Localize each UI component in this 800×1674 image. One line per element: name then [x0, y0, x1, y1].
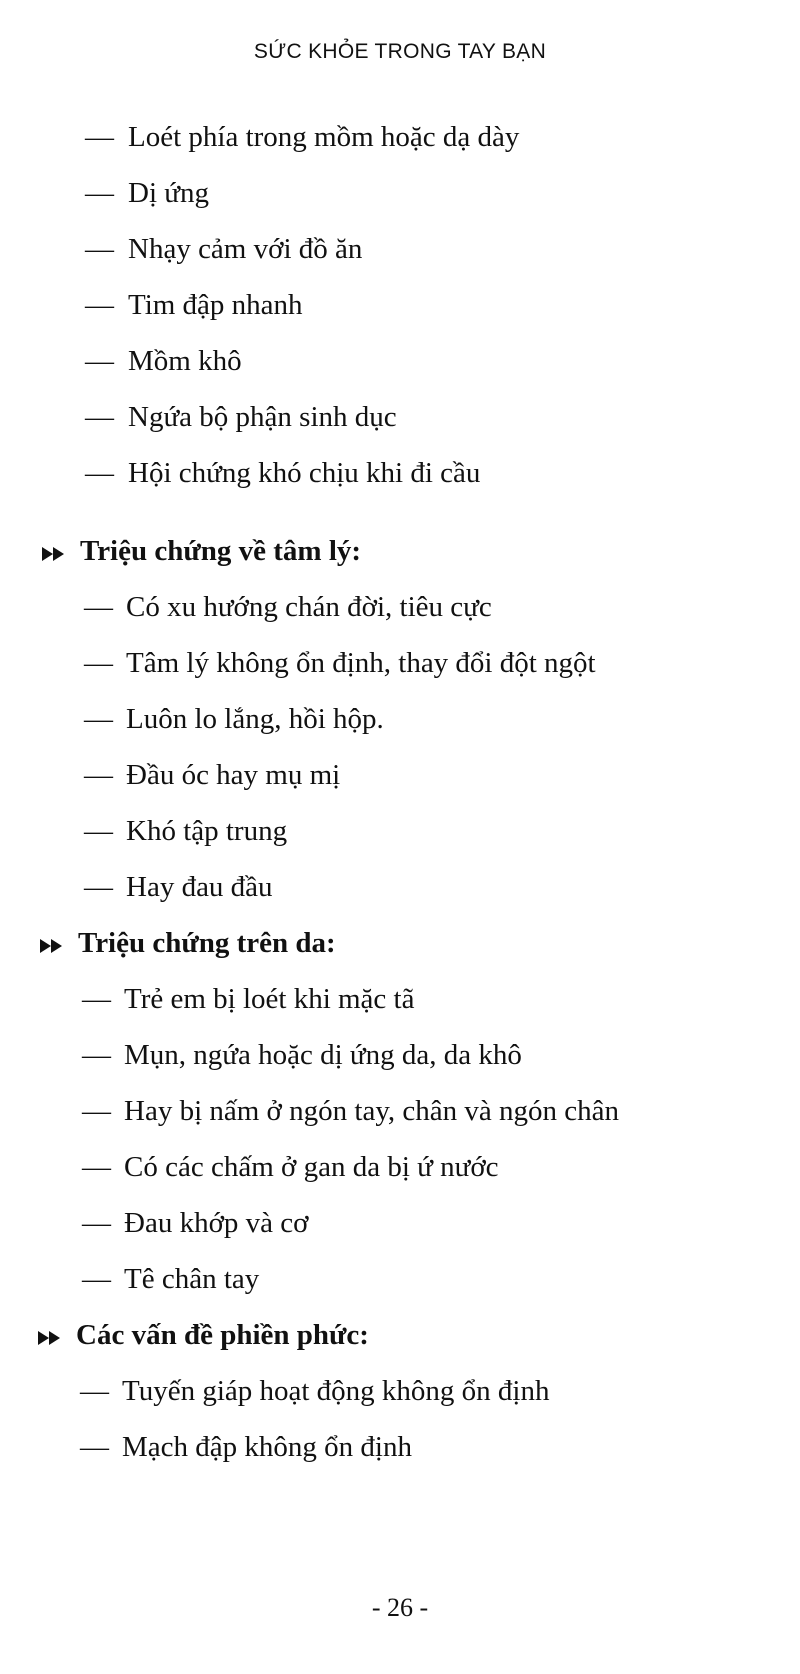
- fast-forward-icon: [42, 531, 72, 571]
- list-item-text: Tâm lý không ổn định, thay đổi đột ngột: [126, 647, 596, 679]
- bullet-dash: —: [80, 1375, 109, 1407]
- bullet-dash: —: [84, 871, 113, 903]
- fast-forward-icon: [40, 923, 70, 963]
- section-heading-text: Triệu chứng trên da:: [78, 927, 336, 959]
- bullet-dash: —: [85, 177, 114, 209]
- list-item-text: Hay bị nấm ở ngón tay, chân và ngón chân: [124, 1095, 620, 1127]
- list-item-text: Loét phía trong mồm hoặc dạ dày: [128, 121, 520, 153]
- page-number: - 26 -: [371, 1593, 429, 1622]
- bullet-dash: —: [82, 983, 111, 1015]
- bullet-dash: —: [84, 759, 113, 791]
- list-item-text: Đau khớp và cơ: [124, 1207, 309, 1239]
- bullet-dash: —: [82, 1263, 111, 1295]
- list-item-text: Khó tập trung: [126, 815, 288, 847]
- list-item-text: Có các chấm ở gan da bị ứ nước: [124, 1151, 499, 1183]
- fast-forward-icon: [38, 1315, 68, 1355]
- bullet-dash: —: [82, 1151, 111, 1183]
- running-header: SỨC KHỎE TRONG TAY BẠN: [253, 40, 547, 63]
- bullet-dash: —: [85, 289, 114, 321]
- bullet-dash: —: [84, 647, 113, 679]
- list-item-text: Ngứa bộ phận sinh dục: [128, 401, 397, 433]
- list-item-text: Tim đập nhanh: [128, 289, 303, 321]
- bullet-dash: —: [85, 457, 114, 489]
- list-item-text: Mụn, ngứa hoặc dị ứng da, da khô: [124, 1039, 522, 1071]
- bullet-dash: —: [85, 401, 114, 433]
- list-item-text: Mạch đập không ổn định: [122, 1431, 412, 1463]
- bullet-dash: —: [82, 1095, 111, 1127]
- list-item-text: Tê chân tay: [124, 1263, 260, 1295]
- bullet-dash: —: [84, 703, 113, 735]
- bullet-dash: —: [85, 345, 114, 377]
- list-item-text: Luôn lo lắng, hồi hộp.: [126, 703, 384, 735]
- list-item-text: Có xu hướng chán đời, tiêu cực: [126, 591, 492, 623]
- bullet-dash: —: [85, 121, 114, 153]
- list-item-text: Tuyến giáp hoạt động không ổn định: [122, 1375, 550, 1407]
- list-item-text: Trẻ em bị loét khi mặc tã: [124, 983, 415, 1015]
- bullet-dash: —: [80, 1431, 109, 1463]
- bullet-dash: —: [85, 233, 114, 265]
- list-item-text: Nhạy cảm với đồ ăn: [128, 233, 363, 265]
- bullet-dash: —: [84, 591, 113, 623]
- list-item-text: Hay đau đầu: [126, 871, 273, 903]
- list-item-text: Mồm khô: [128, 345, 242, 377]
- list-item-text: Đầu óc hay mụ mị: [126, 759, 341, 791]
- bullet-dash: —: [82, 1207, 111, 1239]
- bullet-dash: —: [82, 1039, 111, 1071]
- bullet-dash: —: [84, 815, 113, 847]
- list-item-text: Hội chứng khó chịu khi đi cầu: [128, 457, 481, 489]
- list-item-text: Dị ứng: [128, 177, 209, 209]
- section-heading-text: Các vấn đề phiền phức:: [76, 1319, 369, 1351]
- section-heading-text: Triệu chứng về tâm lý:: [80, 535, 362, 567]
